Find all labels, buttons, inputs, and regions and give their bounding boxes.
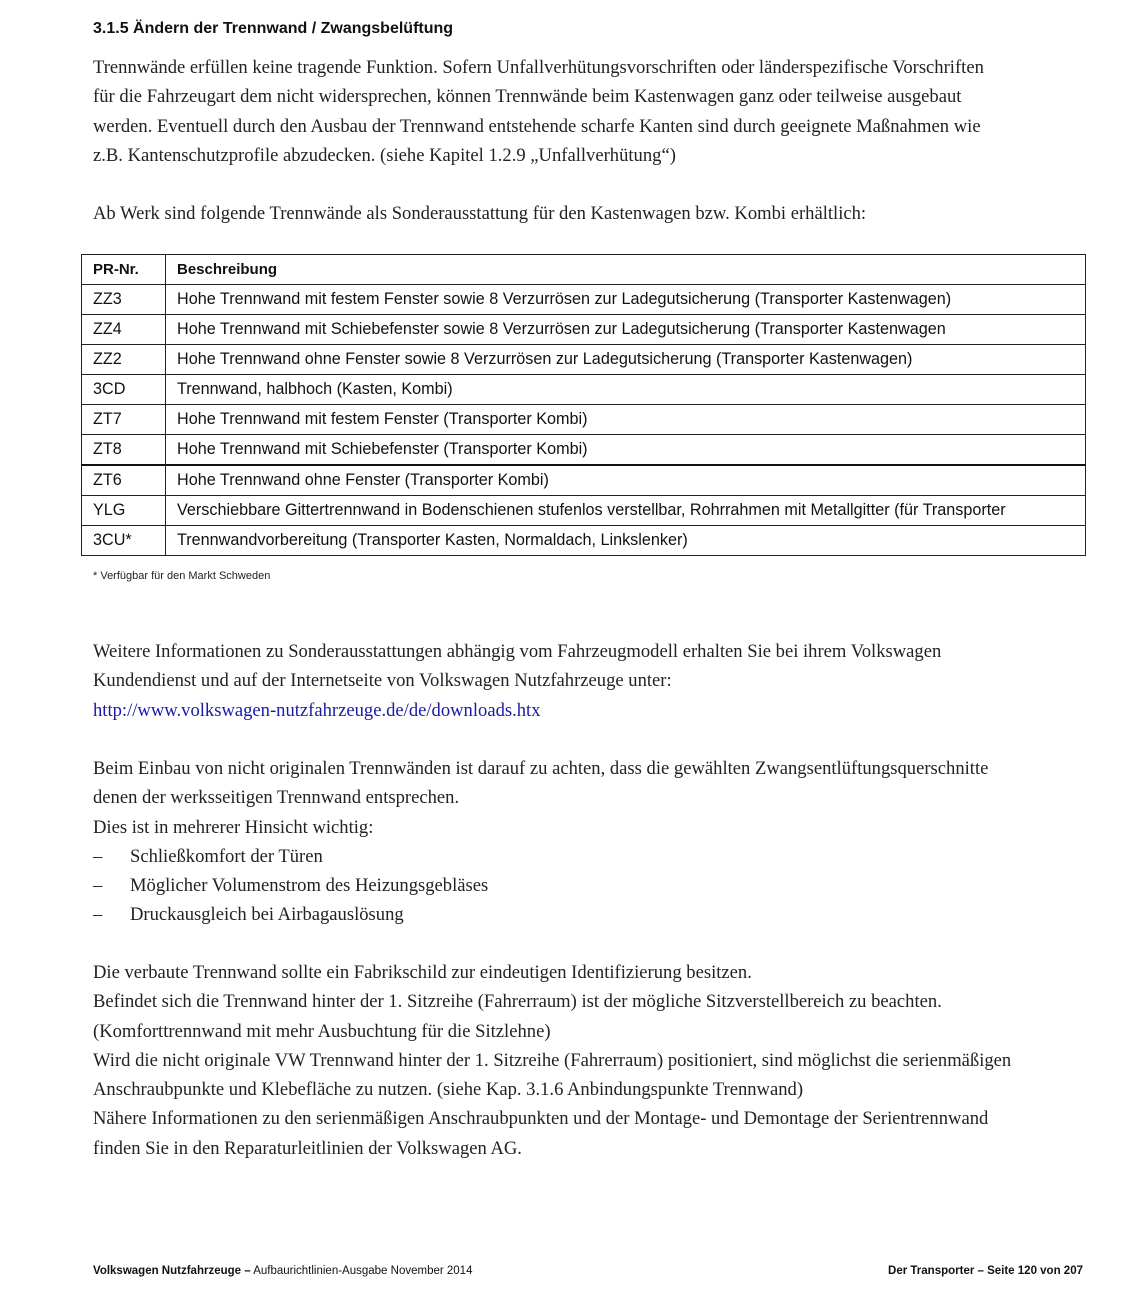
importance-list bbox=[93, 842, 1093, 930]
text-line: Die verbaute Trennwand sollte ein Fabrikschild zur eindeutigen Identifizierung besitzen. bbox=[93, 962, 752, 983]
pr-code: ZZ3 bbox=[82, 285, 166, 315]
table-row bbox=[82, 496, 1086, 526]
installation-paragraph bbox=[93, 754, 1093, 930]
text-line: Kundendienst und auf der Internetseite von Volkswagen Nutzfahrzeuge unter: bbox=[93, 670, 672, 692]
section-heading: 3.1.5 Ändern der Trennwand / Zwangsbelüftung bbox=[93, 20, 454, 37]
list-item bbox=[93, 900, 1093, 929]
pr-description: Hohe Trennwand mit Schiebefenster sowie 8 Verzurrösen zur Ladegutsicherung (Transporter Kastenwagen bbox=[166, 315, 1086, 345]
text-line: Wird die nicht originale VW Trennwand hinter der 1. Sitzreihe (Fahrerraum) positioniert, sind möglichst die serienmäßigen bbox=[93, 1049, 1012, 1071]
dash-bullet-icon: – bbox=[93, 904, 103, 926]
list-item bbox=[93, 842, 1093, 871]
text-line: werden. Eventuell durch den Ausbau der Trennwand entstehende scharfe Kanten sind durch geeignete Maßnahmen wie bbox=[93, 115, 981, 137]
pr-code: ZT8 bbox=[82, 435, 166, 466]
text-line: denen der werksseitigen Trennwand entsprechen. bbox=[93, 787, 460, 809]
pr-code: ZZ2 bbox=[82, 345, 166, 375]
list-item-text: Schließkomfort der Türen bbox=[130, 845, 323, 867]
table-row bbox=[82, 405, 1086, 435]
downloads-link[interactable]: http://www.volkswagen-nutzfahrzeuge.de/de/downloads.htx bbox=[93, 699, 541, 721]
intro-paragraph bbox=[93, 53, 1093, 170]
text-line: (Komforttrennwand mit mehr Ausbuchtung für die Sitzlehne) bbox=[93, 1020, 551, 1042]
list-item-text: Möglicher Volumenstrom des Heizungsgebläses bbox=[130, 875, 489, 897]
pr-code: ZZ4 bbox=[82, 315, 166, 345]
column-header-description: Beschreibung bbox=[166, 255, 1086, 285]
dash-bullet-icon: – bbox=[93, 875, 103, 897]
text-line: Weitere Informationen zu Sonderausstattungen abhängig vom Fahrzeugmodell erhalten Sie bei ihrem Volkswagen bbox=[93, 641, 942, 662]
more-info-paragraph bbox=[93, 637, 1093, 725]
pr-code: ZT7 bbox=[82, 405, 166, 435]
text-line: Trennwände erfüllen keine tragende Funktion. Sofern Unfallverhütungsvorschriften oder länderspezifische Vorschriften bbox=[93, 57, 984, 78]
table-row bbox=[82, 375, 1086, 405]
table-row bbox=[82, 315, 1086, 345]
pr-code: 3CU* bbox=[82, 526, 166, 556]
page-footer bbox=[93, 1265, 1083, 1277]
table-footnote: * Verfügbar für den Markt Schweden bbox=[93, 570, 271, 582]
notes-paragraph bbox=[93, 958, 1093, 1163]
table-row bbox=[82, 345, 1086, 375]
footer-page-number: Der Transporter – Seite 120 von 207 bbox=[888, 1265, 1083, 1277]
text-line: Nähere Informationen zu den serienmäßigen Anschraubpunkten und der Montage- und Demontage der Serientrennwand bbox=[93, 1108, 989, 1130]
table-intro bbox=[93, 199, 1093, 228]
pr-description: Trennwand, halbhoch (Kasten, Kombi) bbox=[166, 375, 1086, 405]
pr-description: Hohe Trennwand ohne Fenster (Transporter Kombi) bbox=[166, 465, 1086, 496]
table-row bbox=[82, 465, 1086, 496]
text-line: für die Fahrzeugart dem nicht widersprechen, können Trennwände beim Kastenwagen ganz oder teilweise ausgebaut bbox=[93, 86, 962, 108]
pr-description: Hohe Trennwand mit festem Fenster sowie 8 Verzurrösen zur Ladegutsicherung (Transporter Kastenwagen) bbox=[166, 285, 1086, 315]
pr-description: Hohe Trennwand mit Schiebefenster (Transporter Kombi) bbox=[166, 435, 1086, 466]
table-row bbox=[82, 285, 1086, 315]
table-row bbox=[82, 526, 1086, 556]
table-row bbox=[82, 435, 1086, 466]
column-header-pr-nr: PR-Nr. bbox=[82, 255, 166, 285]
text-line: Beim Einbau von nicht originalen Trennwänden ist darauf zu achten, dass die gewählten Zwangsentlüftungsquerschnitte bbox=[93, 758, 989, 779]
text-line: Anschraubpunkte und Klebefläche zu nutzen. (siehe Kap. 3.1.6 Anbindungspunkte Trennwand) bbox=[93, 1079, 804, 1101]
pr-description: Trennwandvorbereitung (Transporter Kasten, Normaldach, Linkslenker) bbox=[166, 526, 1086, 556]
text-line: finden Sie in den Reparaturleitlinien der Volkswagen AG. bbox=[93, 1137, 522, 1159]
footer-brand: Volkswagen Nutzfahrzeuge – bbox=[93, 1265, 251, 1277]
text-line: Dies ist in mehrerer Hinsicht wichtig: bbox=[93, 816, 374, 838]
table-header-row bbox=[82, 255, 1086, 285]
pr-description: Hohe Trennwand ohne Fenster sowie 8 Verzurrösen zur Ladegutsicherung (Transporter Kastenwagen) bbox=[166, 345, 1086, 375]
text-line: z.B. Kantenschutzprofile abzudecken. (siehe Kapitel 1.2.9 „Unfallverhütung“) bbox=[93, 144, 676, 166]
list-item bbox=[93, 871, 1093, 900]
partition-options-table bbox=[81, 254, 1086, 556]
footer-left bbox=[93, 1265, 472, 1277]
list-item-text: Druckausgleich bei Airbagauslösung bbox=[130, 904, 404, 926]
pr-description: Hohe Trennwand mit festem Fenster (Transporter Kombi) bbox=[166, 405, 1086, 435]
pr-code: 3CD bbox=[82, 375, 166, 405]
text-line: Ab Werk sind folgende Trennwände als Sonderausstattung für den Kastenwagen bzw. Kombi erhältlich: bbox=[93, 203, 867, 224]
text-line: Befindet sich die Trennwand hinter der 1. Sitzreihe (Fahrerraum) ist der mögliche Sitzverstellbereich zu beachten. bbox=[93, 991, 942, 1013]
pr-description: Verschiebbare Gittertrennwand in Bodenschienen stufenlos verstellbar, Rohrrahmen mit Metallgitter (für Transporter bbox=[166, 496, 1086, 526]
pr-code: ZT6 bbox=[82, 465, 166, 496]
pr-code: YLG bbox=[82, 496, 166, 526]
footer-edition: Aufbaurichtlinien-Ausgabe November 2014 bbox=[250, 1265, 473, 1277]
dash-bullet-icon: – bbox=[93, 845, 103, 867]
